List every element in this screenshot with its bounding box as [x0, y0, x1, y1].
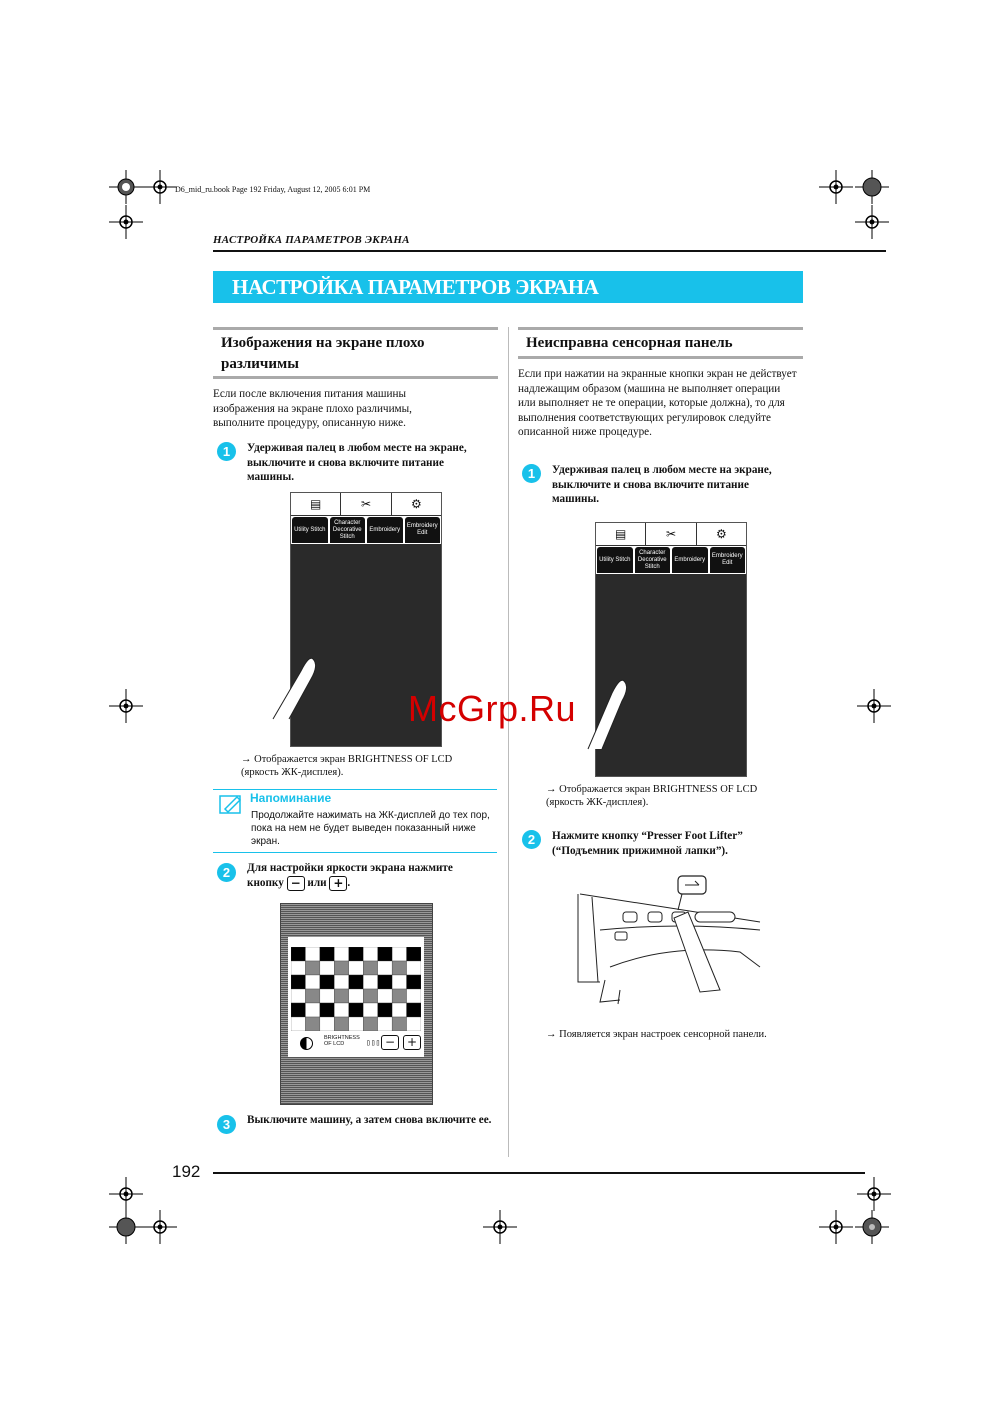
checker-cell	[291, 975, 305, 989]
checker-cell	[320, 1017, 334, 1031]
checker-cell	[291, 947, 305, 961]
checker-cell	[334, 947, 348, 961]
memo-rule-bottom	[213, 852, 497, 853]
sewing-icon: ✂	[341, 493, 391, 515]
checker-cell	[305, 1003, 319, 1017]
checker-cell	[305, 961, 319, 975]
finger-illustration	[271, 641, 331, 721]
registration-mark	[483, 1210, 517, 1244]
tab-embroidery[interactable]: Embroidery	[367, 517, 403, 543]
checker-cell	[378, 1003, 392, 1017]
minus-button[interactable]: −	[287, 876, 305, 891]
checker-cell	[349, 947, 363, 961]
step-badge: 1	[217, 442, 236, 461]
checker-cell	[378, 989, 392, 1003]
step2-or: или	[307, 876, 327, 889]
column-divider	[508, 327, 509, 1157]
brightness-plus-button[interactable]: +	[403, 1035, 421, 1050]
tab-utility-stitch[interactable]: Utility Stitch	[292, 517, 328, 543]
section-bar-top	[518, 327, 803, 330]
checker-cell	[349, 975, 363, 989]
checker-cell	[291, 1017, 305, 1031]
registration-mark	[857, 1177, 891, 1211]
checker-cell	[392, 989, 406, 1003]
checker-cell	[407, 1003, 421, 1017]
finger-illustration	[586, 671, 646, 751]
settings-icon: ⚙	[715, 527, 727, 541]
checker-cell	[392, 1003, 406, 1017]
level-indicator: ▯▯▯	[366, 1038, 381, 1047]
checker-cell	[349, 989, 363, 1003]
checker-cell	[378, 961, 392, 975]
memo-rule-top	[213, 789, 497, 790]
registration-mark	[109, 1177, 143, 1211]
checker-cell	[334, 1017, 348, 1031]
checker-cell	[392, 961, 406, 975]
checker-cell	[305, 1017, 319, 1031]
checkerboard-pattern	[291, 947, 421, 1031]
settings-icon: ⚙	[410, 497, 422, 511]
registration-mark	[855, 170, 889, 204]
registration-mark	[143, 170, 177, 204]
lcd-icon-bar	[291, 493, 441, 516]
checker-cell	[334, 1003, 348, 1017]
brightness-label: BRIGHTNESS OF LCD	[324, 1035, 360, 1047]
checker-cell	[291, 1003, 305, 1017]
checker-cell	[305, 975, 319, 989]
checker-cell	[320, 961, 334, 975]
checker-cell	[320, 947, 334, 961]
memo-title: Напоминание	[250, 791, 332, 805]
tab-utility-stitch[interactable]: Utility Stitch	[597, 547, 633, 573]
registration-mark	[819, 1210, 853, 1244]
registration-mark	[109, 205, 143, 239]
lcd-tabs	[291, 516, 441, 544]
step-badge: 1	[522, 464, 541, 483]
left-step2-text: Для настройки яркости экрана нажмите кнопку − или + .	[247, 862, 453, 890]
stitch-icon: ▤	[291, 493, 341, 515]
checker-cell	[407, 989, 421, 1003]
registration-mark	[855, 205, 889, 239]
watermark: McGrp.Ru	[408, 688, 577, 729]
machine-illustration	[560, 872, 765, 1012]
step-badge: 2	[522, 830, 541, 849]
registration-mark	[855, 1210, 889, 1244]
section-bar-bottom	[518, 356, 803, 359]
tab-embroidery-edit[interactable]: Embroidery Edit	[405, 517, 441, 543]
step2-text-a: Для настройки яркости экрана нажмите кнопку	[247, 862, 453, 889]
memo-icon	[219, 793, 243, 815]
checker-cell	[349, 1017, 363, 1031]
step-badge: 3	[217, 1115, 236, 1134]
checker-cell	[407, 961, 421, 975]
left-step3-text: Выключите машину, а затем снова включите ее.	[247, 1114, 492, 1126]
checker-cell	[392, 947, 406, 961]
left-intro: Если после включения питания машины изображения на экране плохо различимы, выполните процедуру, описанную ниже.	[213, 388, 412, 430]
lcd-icon-bar	[596, 523, 746, 546]
checker-cell	[334, 961, 348, 975]
registration-mark	[857, 689, 891, 723]
tab-embroidery[interactable]: Embroidery	[672, 547, 708, 573]
checker-cell	[363, 1017, 377, 1031]
left-step1-text: Удерживая палец в любом месте на экране, выключите и снова включите питание машины.	[247, 442, 467, 484]
checker-cell	[291, 989, 305, 1003]
tab-character-decorative[interactable]: Character Decorative Stitch	[635, 547, 671, 573]
brightness-minus-button[interactable]: −	[381, 1035, 399, 1050]
checker-cell	[291, 961, 305, 975]
file-info: D6_mid_ru.book Page 192 Friday, August 12, 2005 6:01 PM	[175, 185, 371, 194]
checker-cell	[305, 989, 319, 1003]
checker-cell	[407, 1017, 421, 1031]
section-bar-top	[213, 327, 498, 330]
checker-cell	[349, 961, 363, 975]
checker-cell	[320, 989, 334, 1003]
right-section-title: Неисправна сенсорная панель	[526, 335, 733, 351]
checker-cell	[363, 989, 377, 1003]
brightness-panel	[288, 937, 424, 1057]
registration-mark	[109, 1210, 143, 1244]
checker-cell	[320, 975, 334, 989]
right-step2-text: Нажмите кнопку “Presser Foot Lifter” (“Подъемник прижимной лапки”).	[552, 830, 743, 857]
lcd-tabs	[596, 546, 746, 574]
registration-mark	[819, 170, 853, 204]
checker-cell	[407, 975, 421, 989]
checker-cell	[363, 975, 377, 989]
page-title: НАСТРОЙКА ПАРАМЕТРОВ ЭКРАНА	[213, 271, 803, 303]
checker-cell	[407, 947, 421, 961]
right-result2: → Появляется экран настроек сенсорной панели.	[546, 1029, 767, 1040]
checker-cell	[363, 947, 377, 961]
step-badge: 2	[217, 863, 236, 882]
registration-mark	[109, 170, 143, 204]
running-header: НАСТРОЙКА ПАРАМЕТРОВ ЭКРАНА	[213, 234, 410, 246]
brightness-screen	[280, 903, 433, 1105]
contrast-icon	[300, 1037, 313, 1050]
memo-text: Продолжайте нажимать на ЖК-дисплей до тех пор, пока на нем не будет выведен показанный ниже экран.	[251, 810, 490, 847]
checker-cell	[334, 975, 348, 989]
checker-cell	[378, 947, 392, 961]
left-result1: → Отображается экран BRIGHTNESS OF LCD (яркость ЖК-дисплея).	[241, 754, 453, 778]
section-bar-bottom	[213, 376, 498, 379]
tab-character-decorative[interactable]: Character Decorative Stitch	[330, 517, 366, 543]
registration-mark	[109, 689, 143, 723]
right-intro: Если при нажатии на экранные кнопки экран не действует надлежащим образом (машина не выполняет операции или выполняет не те операции, которые должна), то для выполнения соответствующих регулировок следуйте описанной ниже процедуре.	[518, 368, 797, 439]
checker-cell	[305, 947, 319, 961]
checker-cell	[363, 961, 377, 975]
right-result1: → Отображается экран BRIGHTNESS OF LCD (яркость ЖК-дисплея).	[546, 784, 758, 808]
plus-button[interactable]: +	[329, 876, 347, 891]
right-step1-text: Удерживая палец в любом месте на экране, выключите и снова включите питание машины.	[552, 464, 772, 506]
checker-cell	[334, 989, 348, 1003]
footer-rule	[213, 1172, 865, 1174]
checker-cell	[378, 975, 392, 989]
stitch-icon: ▤	[596, 523, 646, 545]
header-rule	[213, 250, 886, 252]
registration-mark	[143, 1210, 177, 1244]
checker-cell	[392, 975, 406, 989]
checker-cell	[378, 1017, 392, 1031]
lcd-screen	[595, 522, 747, 777]
left-section-title: Изображения на экране плохо различимы	[221, 335, 425, 372]
page-number: 192	[172, 1162, 201, 1181]
checker-cell	[349, 1003, 363, 1017]
sewing-icon: ✂	[646, 523, 696, 545]
tab-embroidery-edit[interactable]: Embroidery Edit	[710, 547, 746, 573]
checker-cell	[392, 1017, 406, 1031]
checker-cell	[363, 1003, 377, 1017]
checker-cell	[320, 1003, 334, 1017]
